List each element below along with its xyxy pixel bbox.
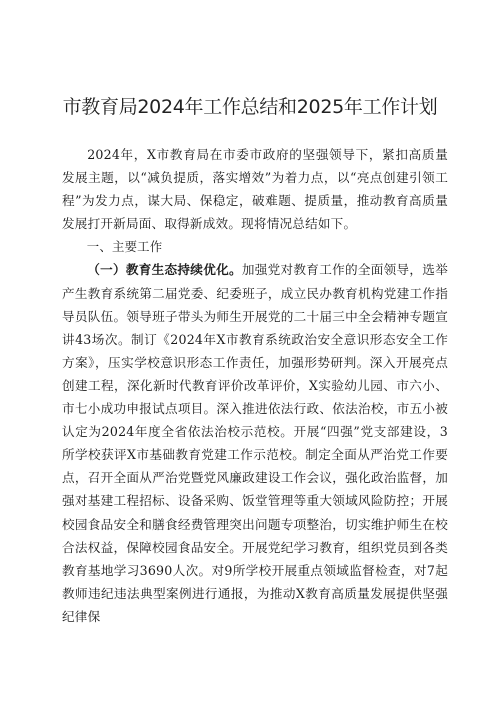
document-title: 市教育局2024年工作总结和2025年工作计划 — [62, 96, 438, 118]
subsection-paragraph — [62, 258, 448, 628]
document-body — [62, 143, 448, 628]
subsection-text: 加强党对教育工作的全面领导，选举产生教育系统第二届党委、纪委班子，成立民办教育机构党建工作指导员队伍。领导班子带头为师生开展党的二十届三中全会精神专题宣讲43场次。制订《2024年X市教育系统政治安全意识形态安全工作方案》，压实学校意识形态工作责任，加强形势研判。深入开展亮点创建工程，深化新时代教育评价改革评价，X实验幼儿园、市六小、市七小成功申报试点项目。深入推进依法行政、依法治校，市五小被认定为2024年度全省依法治校示范校。开展“四强”党支部建设，3所学校获评X市基础教育党建工作示范校。制定全面从严治党工作要点，召开全面从严治党暨党风廉政建设工作会议，强化政治监督，加强对基建工程招标、设备采购、饭堂管理等重大领域风险防控；开展校园食品安全和膳食经费管理突出问题专项整治，切实维护师生在校合法权益，保障校园食品安全。开展党纪学习教育，组织党员到各类教育基地学习3690人次。对9所学校开展重点领域监督检查，对7起教师违纪违法典型案例进行通报，为推动X教育高质量发展提供坚强纪律保 — [62, 262, 448, 624]
section-heading: 一、主要工作 — [86, 239, 163, 255]
intro-paragraph: 2024年，X市教育局在市委市政府的坚强领导下，紧扣高质量发展主题，以“减负提质，落实增效”为着力点，以“亮点创建引领工程”为发力点，谋大局、保稳定，破难题、提质量，推动教育高质量发展打开新局面、取得新成效。现将情况总结如下。 — [62, 147, 448, 232]
subsection-heading: （一）教育生态持续优化。 — [87, 262, 242, 278]
